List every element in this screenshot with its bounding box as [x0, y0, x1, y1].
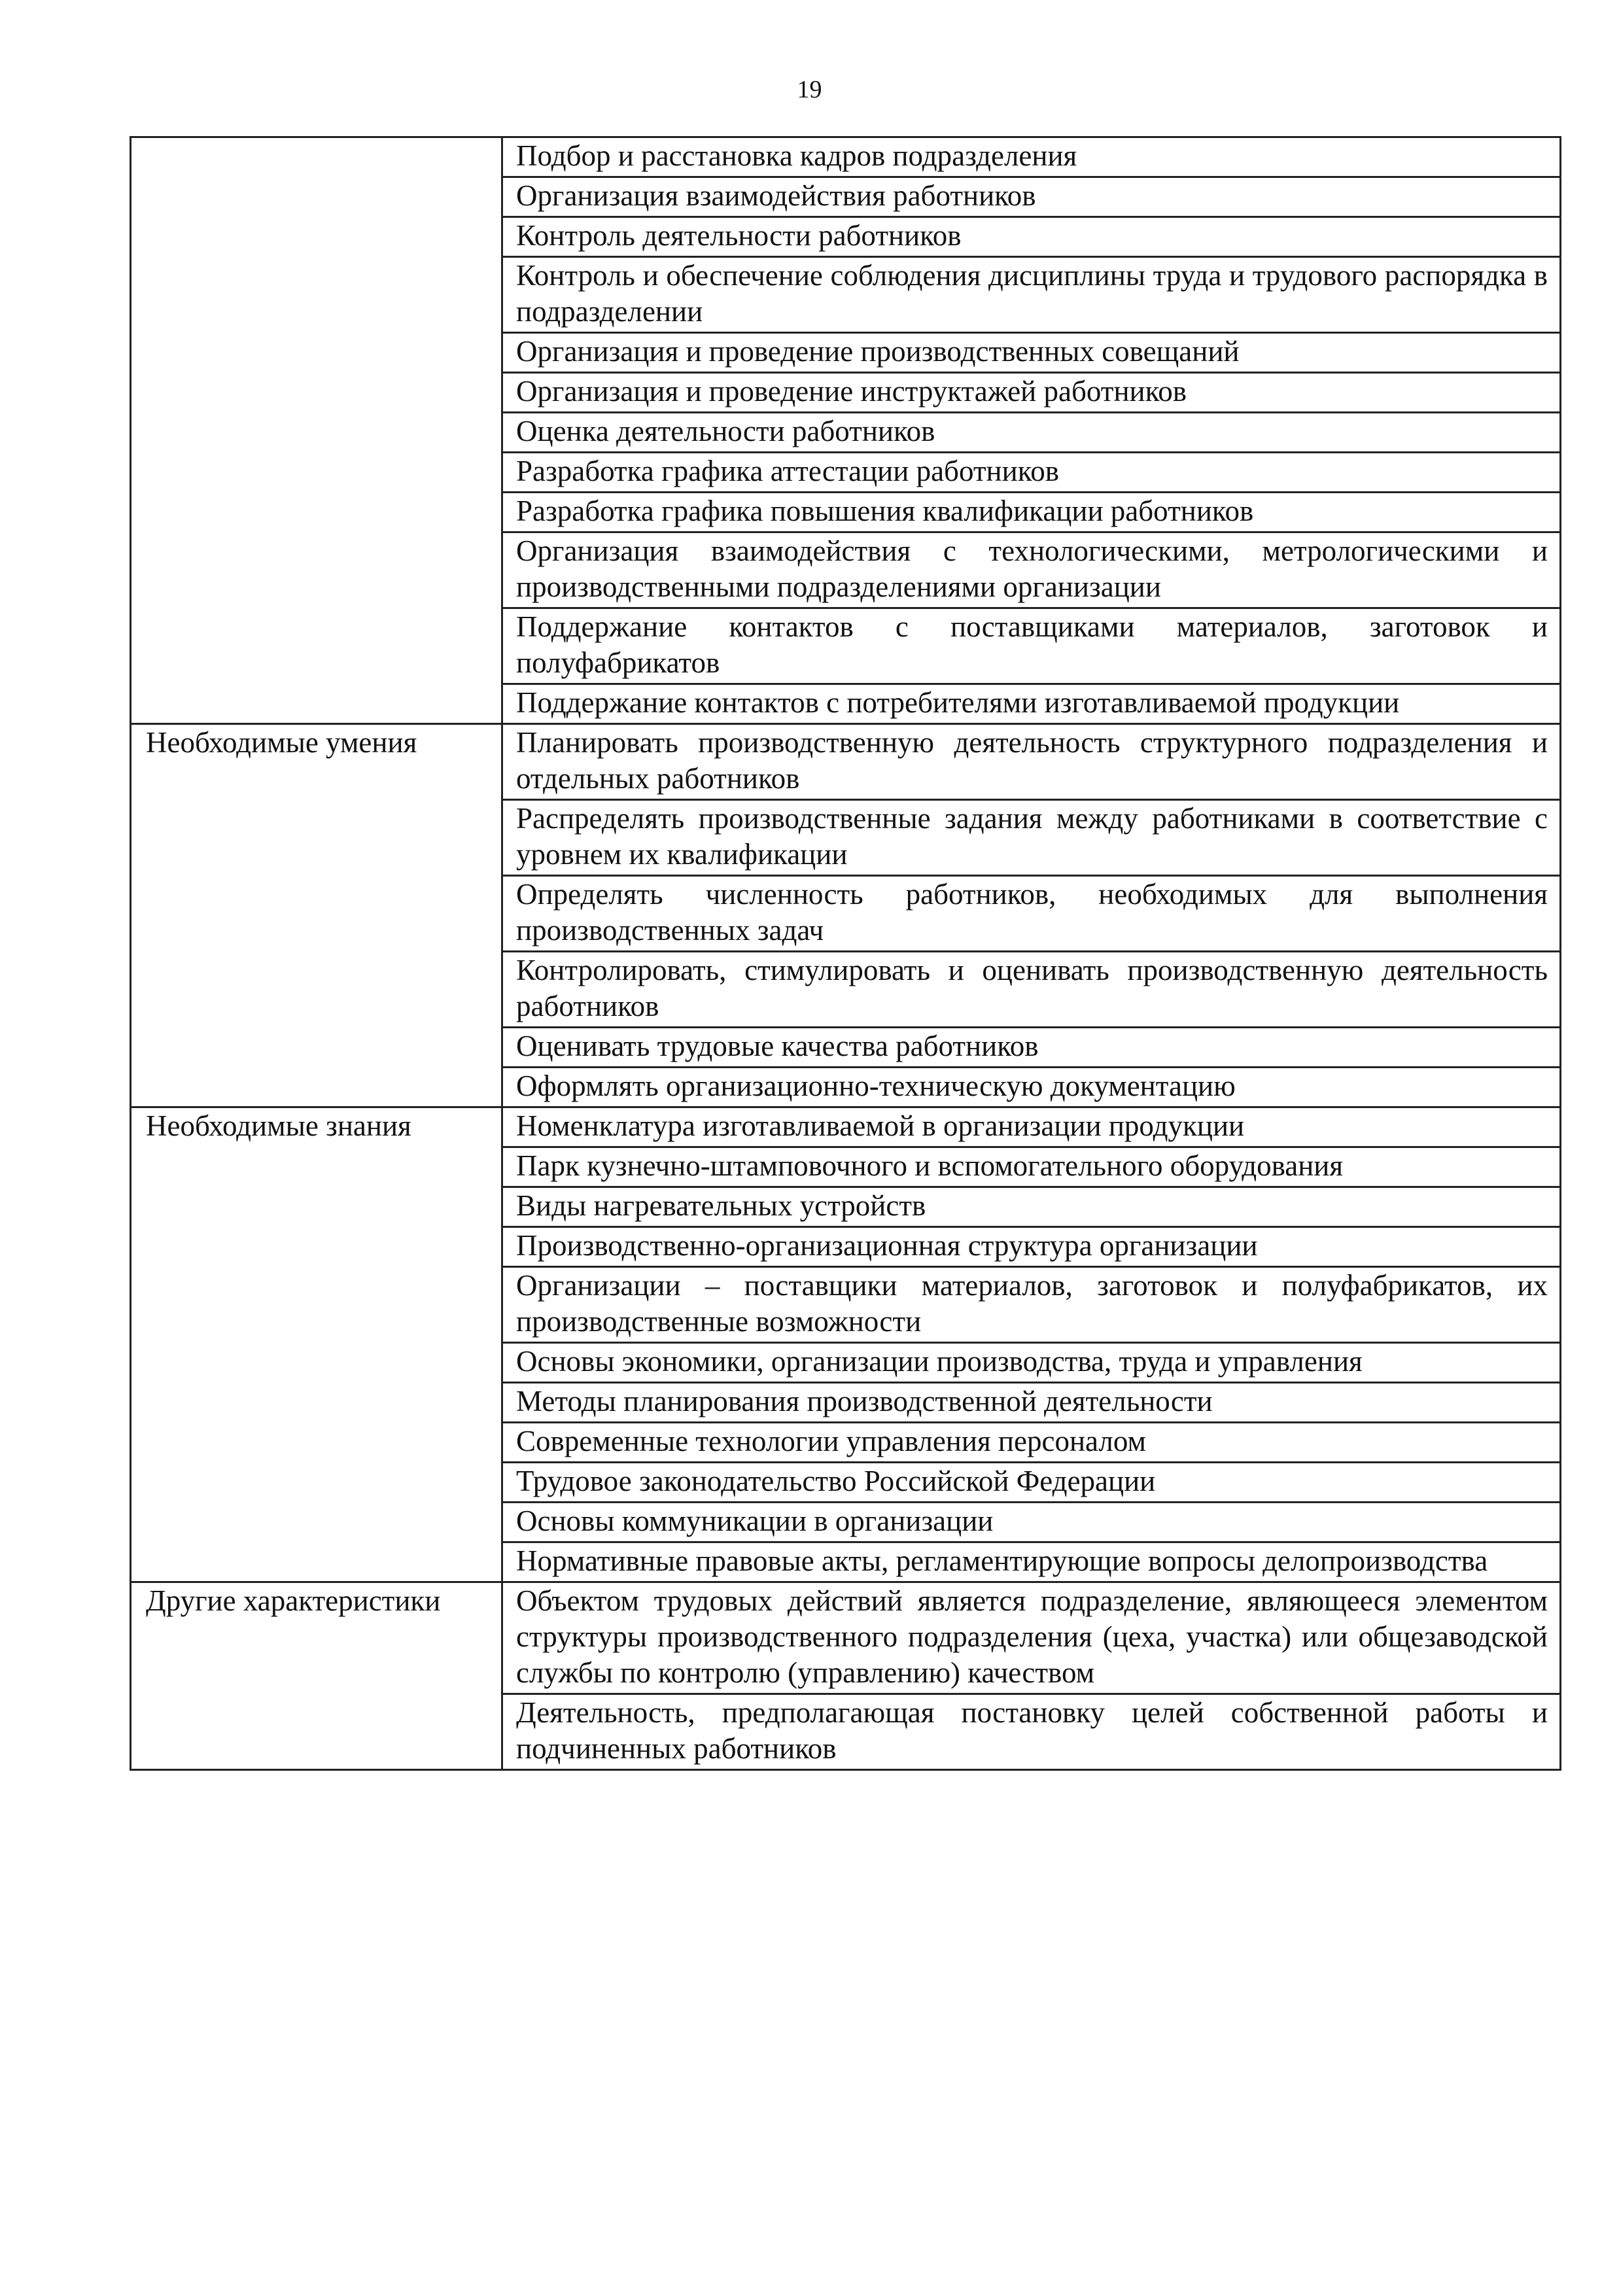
table-cell: Организации – поставщики материалов, заготовок и полуфабрикатов, их производственные возможности — [502, 1267, 1561, 1343]
table-row — [131, 724, 1561, 800]
table-cell: Номенклатура изготавливаемой в организации продукции — [502, 1107, 1561, 1147]
table-cell: Контроль и обеспечение соблюдения дисциплины труда и трудового распорядка в подразделении — [502, 257, 1561, 333]
table-cell: Виды нагревательных устройств — [502, 1187, 1561, 1227]
table-cell: Оценка деятельности работников — [502, 413, 1561, 453]
table-cell: Распределять производственные задания между работниками в соответствие с уровнем их квалификации — [502, 800, 1561, 876]
table-cell: Основы коммуникации в организации — [502, 1503, 1561, 1542]
table-cell: Оценивать трудовые качества работников — [502, 1028, 1561, 1068]
page-number: 19 — [797, 76, 822, 103]
table-cell: Трудовое законодательство Российской Федерации — [502, 1463, 1561, 1503]
table-cell: Организация взаимодействия работников — [502, 177, 1561, 217]
table-cell: Разработка графика повышения квалификации работников — [502, 493, 1561, 532]
section-label — [131, 137, 502, 724]
table-cell: Объектом трудовых действий является подразделение, являющееся элементом структуры производственного подразделения (цеха, участка) или общезаводской службы по контролю (управлению) качеством — [502, 1582, 1561, 1694]
table-row — [131, 1107, 1561, 1147]
section-label: Необходимые знания — [131, 1107, 502, 1582]
table-cell: Современные технологии управления персоналом — [502, 1423, 1561, 1463]
table-cell: Основы экономики, организации производства, труда и управления — [502, 1343, 1561, 1383]
table-row — [131, 1582, 1561, 1694]
table-cell: Контролировать, стимулировать и оценивать производственную деятельность работников — [502, 952, 1561, 1028]
table-cell: Поддержание контактов с потребителями изготавливаемой продукции — [502, 684, 1561, 724]
table-cell: Организация и проведение инструктажей работников — [502, 373, 1561, 413]
table-cell: Производственно-организационная структура организации — [502, 1227, 1561, 1267]
table-body — [131, 137, 1561, 1770]
table-cell: Контроль деятельности работников — [502, 217, 1561, 257]
table-cell: Деятельность, предполагающая постановку целей собственной работы и подчиненных работников — [502, 1694, 1561, 1770]
table-cell: Поддержание контактов с поставщиками материалов, заготовок и полуфабрикатов — [502, 608, 1561, 684]
table-cell: Планировать производственную деятельность структурного подразделения и отдельных работников — [502, 724, 1561, 800]
qualification-table — [130, 136, 1561, 1771]
table-cell: Разработка графика аттестации работников — [502, 453, 1561, 493]
table-cell: Определять численность работников, необходимых для выполнения производственных задач — [502, 876, 1561, 952]
section-label: Необходимые умения — [131, 724, 502, 1107]
section-label: Другие характеристики — [131, 1582, 502, 1770]
table-cell: Организация и проведение производственных совещаний — [502, 333, 1561, 373]
table-cell: Подбор и расстановка кадров подразделения — [502, 137, 1561, 177]
table-cell: Методы планирования производственной деятельности — [502, 1383, 1561, 1423]
table-row — [131, 137, 1561, 177]
table-cell: Нормативные правовые акты, регламентирующие вопросы делопроизводства — [502, 1542, 1561, 1582]
table-cell: Организация взаимодействия с технологическими, метрологическими и производственными подразделениями организации — [502, 532, 1561, 608]
table-cell: Оформлять организационно-техническую документацию — [502, 1068, 1561, 1107]
table-cell: Парк кузнечно-штамповочного и вспомогательного оборудования — [502, 1147, 1561, 1187]
